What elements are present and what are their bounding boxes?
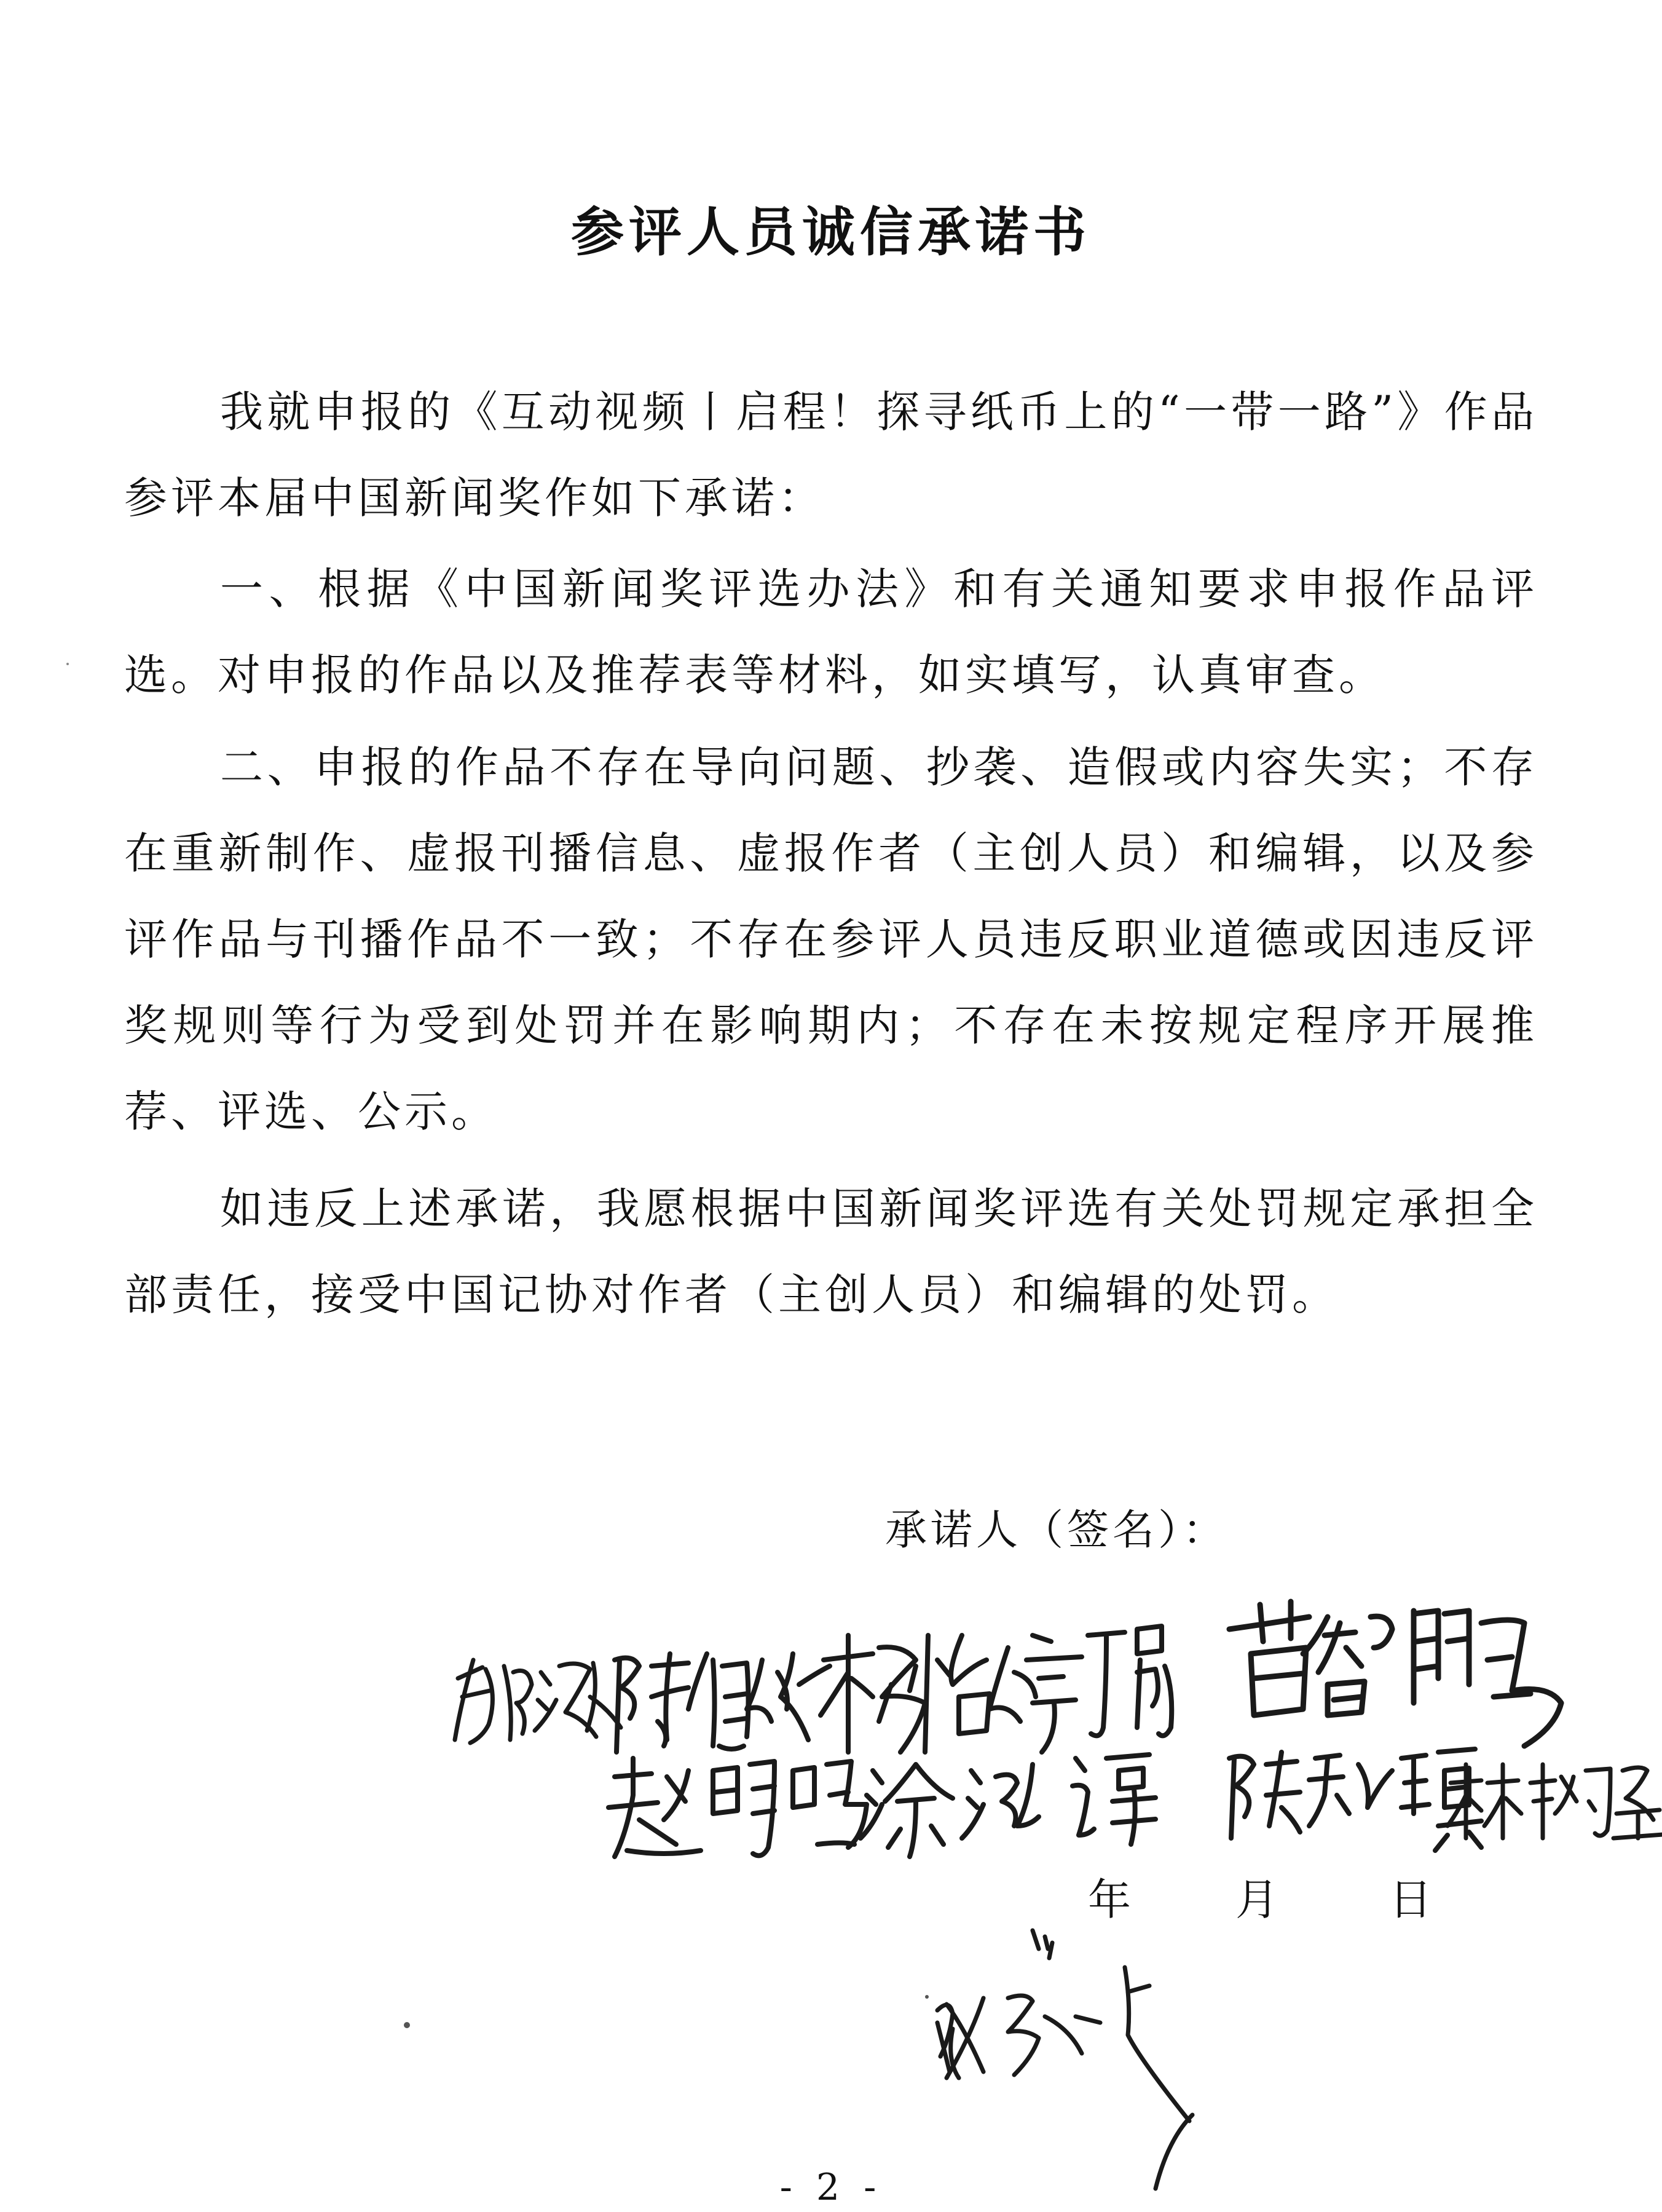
date-year-label: 年: [1088, 1874, 1131, 1925]
paragraph-intro: 我就申报的《互动视频丨启程！探寻纸币上的“一带一路”》作品参评本届中国新闻奖作如下承诺：: [124, 387, 1538, 523]
date-month-label: 月: [1235, 1874, 1278, 1925]
paragraph-item-two: 二、申报的作品不存在导向问题、抄袭、造假或内容失实；不存在重新制作、虚报刊播信息、虚报作者（主创人员）和编辑，以及参评作品与刊播作品不一致；不存在参评人员违反职业道德或因违反评奖规则等行为受到处罚并在影响期内；不存在未按规定程序开展推荐、评选、公示。: [124, 742, 1538, 1137]
document-title: 参评人员诚信承诺书: [571, 202, 1091, 263]
date-day-label: 日: [1389, 1874, 1432, 1925]
paragraph-closing: 如违反上述承诺，我愿根据中国新闻奖评选有关处罚规定承担全部责任，接受中国记协对作者（主创人员）和编辑的处罚。: [124, 1183, 1538, 1320]
signer-label: 承诺人（签名）：: [885, 1506, 1229, 1555]
page-number: - 2 -: [779, 2166, 883, 2209]
paragraph-item-one: 一、根据《中国新闻奖评选办法》和有关通知要求申报作品评选。对申报的作品以及推荐表等材料，如实填写，认真审查。: [124, 564, 1538, 700]
